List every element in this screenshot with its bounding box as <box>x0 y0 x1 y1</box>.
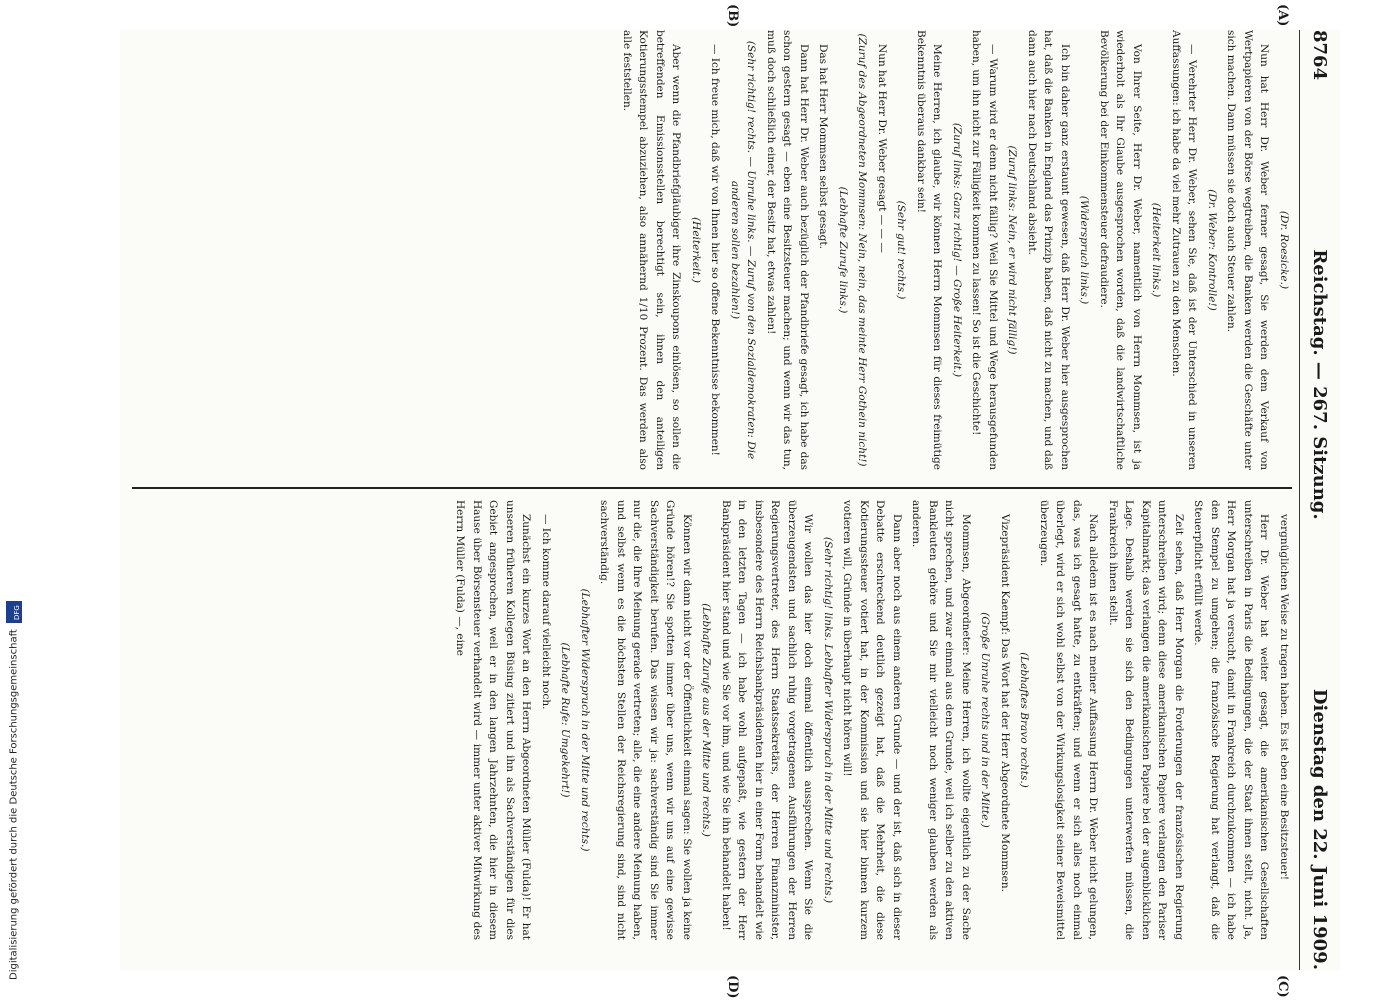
paragraph: Vizepräsident Kaempf: Das Wort hat der Herr Abgeordnete Mommsen. <box>999 514 1011 892</box>
paragraph: (Lebhafter Widerspruch in der Mitte und rechts.) <box>579 588 591 852</box>
paragraph: (Widerspruch links.) <box>1078 195 1091 305</box>
paragraph: Nun hat Herr Dr. Weber ferner gesagt, Sie werden dem Verkauf von Wertpapieren von der Börse wegtreiben, die Banken werden die Geschäfte unter sich machen. Dann müssen sie doch auch Steuer zahlen. <box>1225 30 1271 470</box>
newspaper-page <box>120 4 1340 999</box>
section-marker-d: (D) <box>725 975 740 999</box>
page-header <box>1299 30 1340 970</box>
paragraph: (Zuruf des Abgeordneten Mommsen: Nein, nein, das meinte Herr Gothein nicht!) <box>856 33 869 467</box>
paragraph: — Warum wird er denn nicht fällig? Weil Sie Mittel und Wege herausgefunden haben, um ihn nicht zur Fälligkeit kommen zu lassen! So ist die Geschichte! <box>970 30 999 470</box>
paragraph: Von Ihrer Seite, Herr Dr. Weber, namentlich von Herrn Mommsen, ist ja wiederholt als Ihr Glaube ausgesprochen worden, daß die landwirtschaftliche Bevölkerung bei der Einkommensteuer defraudiere. <box>1098 30 1143 470</box>
paragraph: Zeit sehen, daß Herr Morgan die Forderungen der französischen Regierung unterschreiben wird; denn diese amerikanischen Papiere verlangen den Pariser Kapitalmarkt; das verlangen die amerikanischen Papiere bei der augenblicklichen Lage. Deshalb werden sie sich den Bedingungen unterwerfen müssen, die Frankreich ihnen stellt. <box>1107 500 1185 940</box>
paragraph: (Lebhafte Zurufe links.) <box>837 186 849 314</box>
digitization-credit <box>4 120 24 980</box>
right-column <box>132 500 1292 940</box>
paragraph: (Dr. Weber: Kontrolle!) <box>1206 189 1218 311</box>
section-marker-a: (A) <box>1275 4 1290 27</box>
section-marker-b: (B) <box>725 4 740 28</box>
paragraph: Wir wollen das hier doch einmal öffentlich aussprechen. Wenn Sie die überzeugendsten und sachlich ruhig vorgetragenen Ausführungen der Herren Regierungsvertreter, des Herrn Staatssekretärs, der Herren Finanzminister, insbesondere des Herrn Reichsbankpräsidenten hier in einer Form behandelt wie in den letzten Tagen — ich habe wohl aufgepaßt, wie gestern der Herr Bankpräsident hier stand und wie Sie vor ihm, und wie Sie ihn behandelt haben! <box>720 500 815 940</box>
paragraph: Mommsen, Abgeordneter: Meine Herren, ich wollte eigentlich zu der Sache nicht sprechen, und zwar einmal aus dem Grunde, weil ich selber zu den aktiven Bankleuten gehöre und Sie mir vielleicht noch weniger glauben werden als anderen. <box>910 500 972 940</box>
paragraph: Herr Dr. Weber hat weiter gesagt, die amerikanischen Gesellschaften unterschreiben in Paris die Bedingungen, die der Staat ihnen stellt, nicht. Ja, Herr Morgan hat ja versucht, damit in Frankreich durchzukommen — ich habe den Stempel zu umgehen; die französische Regierung hat verlangt, daß die Steuerpflicht erfüllt werde. <box>1192 500 1271 940</box>
paragraph: Dann hat Herr Dr. Weber auch bezüglich der Pfandbriefe gesagt, ich habe das schon gestern gesagt — eben eine Besitzsteuer machen; und wenn wir das tun, muß doch schließlich einer, der Besitz hat, etwas zahlen! <box>765 30 810 470</box>
paragraph: Dann aber noch aus einem anderen Grunde — und der ist, daß sich in dieser Debatte erschreckend deutlich gezeigt hat, daß die Mehrheit, die diese Kotierungssteuer votiert hat, in der Kommission und sie hier binnen kurzem votieren will, Gründe in überhaupt nicht hören will! <box>841 500 903 940</box>
paragraph: — Ich freue mich, daß wir von Ihnen hier so offene Bekenntnisse bekommen! <box>709 44 722 456</box>
paragraph: (Zuruf links: Nein, er wird nicht fällig!) <box>1006 145 1019 355</box>
paragraph: (Zuruf links: Ganz richtig! — Große Heiterkeit.) <box>951 122 963 378</box>
paragraph: (Dr. Roesicke.) <box>1278 210 1290 290</box>
session-date: Dienstag den 22. Juni 1909. <box>1309 688 1331 970</box>
paragraph: Aber wenn die Pfandbriefgläubiger ihre Zinskoupons einlösen, so sollen die betreffenden Emissionsstellen berechtigt sein, ihnen den anteiligen Kotierungsstempel abzuziehen, also annähernd 1/10 Prozent. Das werden also alle feststellen. <box>621 30 683 470</box>
paragraph: Können wir dann nicht vor der Öffentlichkeit einmal sagen: Sie wollen ja keine Gründe hören!? Sie spotten immer über uns, wenn wir uns auf eine gewisse Sachverständigkeit berufen. Das wissen wir ja: sachverständig sind Sie immer nur die, die Ihre Meinung gerade vertreten; alle, die eine andere Meinung haben, und selbst wenn es die höchsten Stellen der Reichsregierung sind, sind nicht sachverständig. <box>598 500 693 940</box>
paragraph: vergnüglichen Weise zu tragen haben. Es ist eben eine Besitzsteuer! <box>1278 514 1290 881</box>
paragraph: Zunächst ein kurzes Wort an den Herrn Abgeordneten Müller (Fulda)! Er hat unseren früheren Kollegen Büsing zitiert und ihn als Sachverständigen für dies Gebiet angesprochen, weil er in den langen Jahrzehnten, die hier in diesem Hause über Börsensteuer verhandelt wird — immer unter aktiver Mitwirkung des Herrn Müller (Fulda) —, eine <box>454 500 533 940</box>
paragraph: Ich bin daher ganz erstaunt gewesen, daß Herr Dr. Weber hier ausgesprochen hat, daß die Banken in England das Prinzip haben, daß nicht zu machen, und daß dann auch hier nach Deutschland absieht. <box>1026 30 1071 470</box>
paragraph: (Sehr gut! rechts.) <box>895 200 908 300</box>
page-number: 8764 <box>1309 30 1331 81</box>
section-marker-c: (C) <box>1275 975 1290 998</box>
paragraph: (Lebhafte Rufe: Umgekehrt!) <box>559 642 572 798</box>
paragraph: (Lebhafte Zurufe aus der Mitte und rechts.) <box>700 603 713 837</box>
paragraph: — Ich komme darauf vielleicht noch. <box>540 514 552 710</box>
paragraph: (Heiterkeit.) <box>690 217 702 283</box>
dfg-logo-icon: DFG <box>6 601 22 623</box>
paragraph: (Heiterkeit links.) <box>1150 202 1163 298</box>
left-column <box>132 30 1292 470</box>
paragraph: (Große Unruhe rechts und in der Mitte.) <box>979 612 992 828</box>
paragraph: — Verehrter Herr Dr. Weber, sehen Sie, daß ist der Unterschied in unseren Auffassungen: ich habe da viel mehr Zutrauen zu den Menschen. <box>1170 30 1199 470</box>
paragraph: (Sehr richtig! links. Lebhafter Widerspruch in der Mitte und rechts.) <box>822 536 834 904</box>
paragraph: (Lebhaftes Bravo rechts.) <box>1018 652 1031 788</box>
credit-text: Digitalisierung gefördert durch die Deutsche Forschungsgemeinschaft <box>8 629 20 980</box>
paragraph: Meine Herren, ich glaube, wir können Herrn Mommsen für dieses freimütige Bekenntnis überaus dankbar sein! <box>915 30 944 470</box>
paragraph: Das hat Herr Mommsen selbst gesagt. <box>817 44 830 249</box>
paragraph: (Sehr richtig! rechts. — Unruhe links. — Zuruf von den Sozialdemokraten: Die anderen sollen bezahlen!) <box>729 40 758 460</box>
paragraph: Nach alledem ist es nach meiner Auffassung Herrn Dr. Weber nicht gelungen, das, was ich gesagt hatte, zu entkräften; und wenn er sich alles noch einmal überlegt, wird er sich wohl selbst von der Wirkungslosigkeit seiner Beweismittel überzeugen. <box>1038 500 1100 940</box>
paragraph: Nun hat Herr Dr. Weber gesagt — — — <box>876 44 888 253</box>
session-title: Reichstag. — 267. Sitzung. <box>1309 249 1331 520</box>
column-divider <box>132 487 1292 489</box>
